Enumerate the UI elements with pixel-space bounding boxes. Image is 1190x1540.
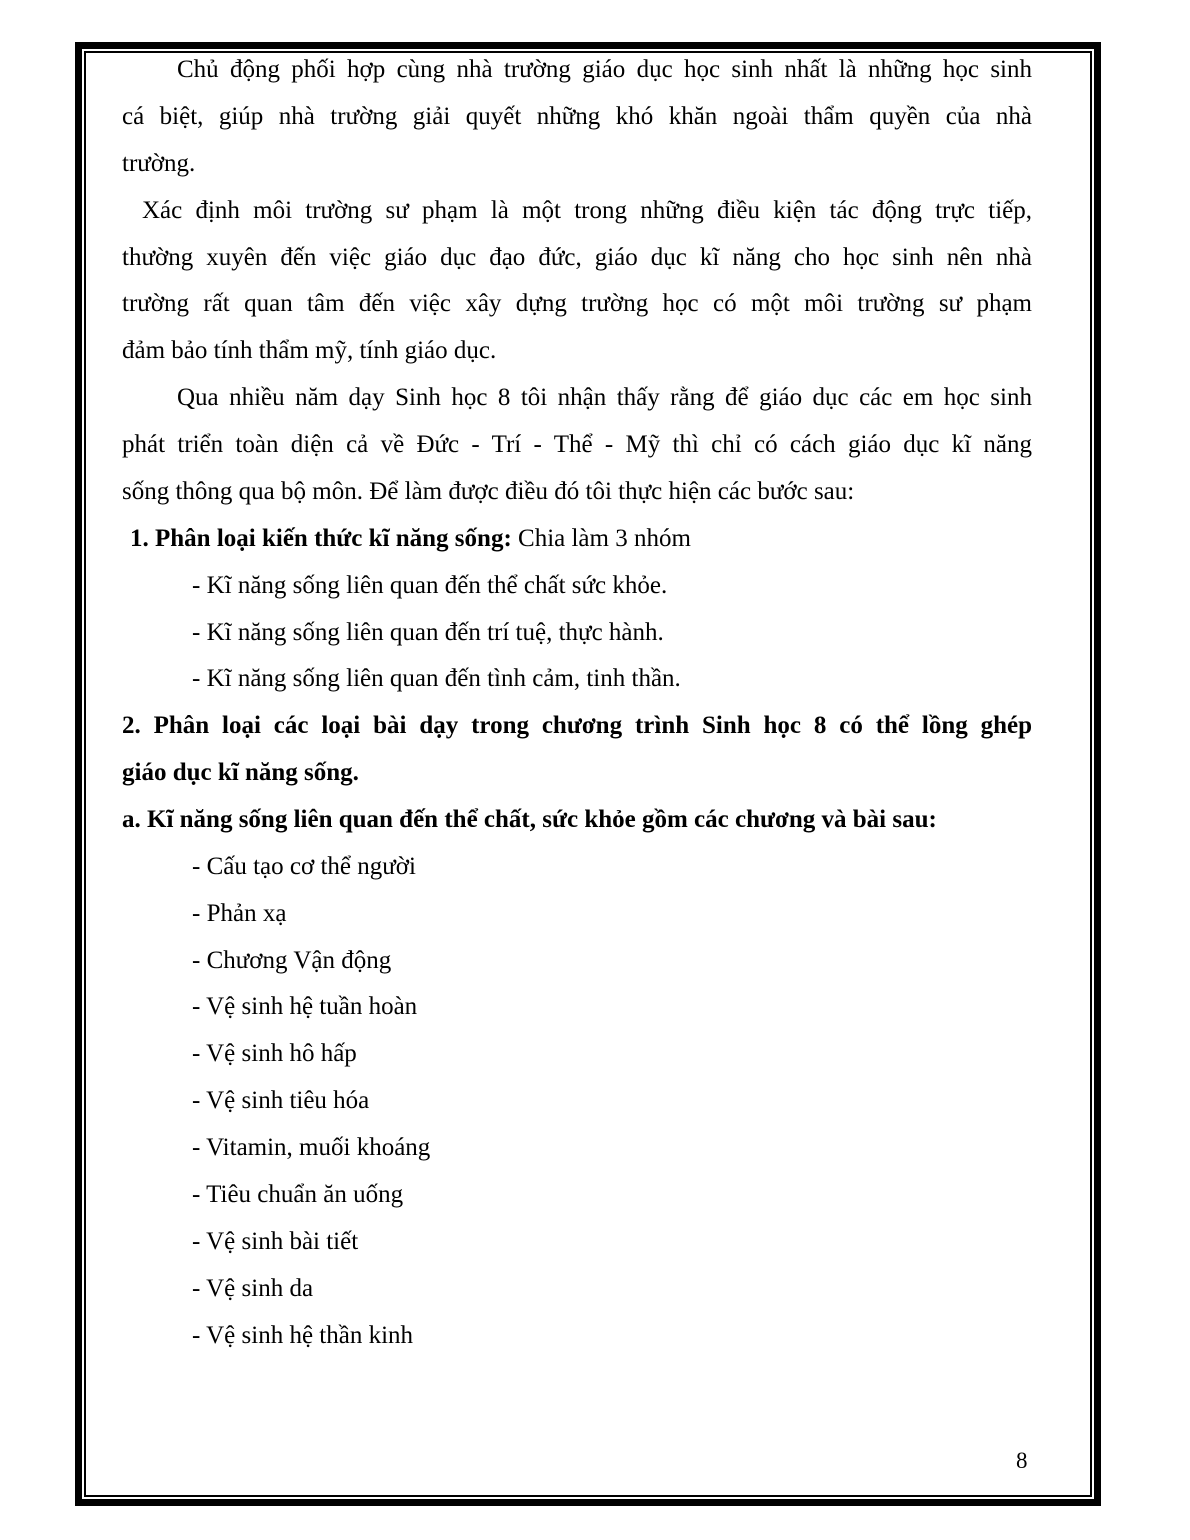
list-item: - Kĩ năng sống liên quan đến thể chất sức khỏe. xyxy=(192,572,668,599)
list-item: - Kĩ năng sống liên quan đến trí tuệ, thực hành. xyxy=(192,619,664,646)
list-item: - Vệ sinh hô hấp xyxy=(192,1040,357,1067)
section-2-heading-cont: giáo dục kĩ năng sống. xyxy=(122,759,359,786)
section-1-heading-rest: Chia làm 3 nhóm xyxy=(511,525,691,552)
page-number: 8 xyxy=(1016,1448,1028,1473)
paragraph-line: sống thông qua bộ môn. Để làm được điều đó tôi thực hiện các bước sau: xyxy=(122,478,855,505)
list-item: - Vitamin, muối khoáng xyxy=(192,1134,431,1161)
section-2a-heading: a. Kĩ năng sống liên quan đến thể chất, sức khỏe gồm các chương và bài sau: xyxy=(122,806,937,833)
list-item: - Vệ sinh da xyxy=(192,1275,314,1302)
section-2-heading: 2. Phân loại các loại bài dạy trong chương trình Sinh học 8 có thể lồng ghép xyxy=(122,712,1032,739)
list-item: - Cấu tạo cơ thể người xyxy=(192,853,416,880)
paragraph-line: đảm bảo tính thẩm mỹ, tính giáo dục. xyxy=(122,337,497,364)
list-item: - Tiêu chuẩn ăn uống xyxy=(192,1181,404,1208)
list-item: - Kĩ năng sống liên quan đến tình cảm, tinh thần. xyxy=(192,665,681,692)
paragraph-line: Xác định môi trường sư phạm là một trong những điều kiện tác động trực tiếp, xyxy=(142,197,1032,224)
list-item: - Vệ sinh hệ tuần hoàn xyxy=(192,993,418,1020)
paragraph-line: trường rất quan tâm đến việc xây dựng trường học có một môi trường sư phạm xyxy=(122,290,1032,317)
section-1-heading xyxy=(130,523,691,555)
paragraph-line: thường xuyên đến việc giáo dục đạo đức, giáo dục kĩ năng cho học sinh nên nhà xyxy=(122,244,1032,271)
list-item: - Vệ sinh tiêu hóa xyxy=(192,1087,370,1114)
section-1-heading-bold: 1. Phân loại kiến thức kĩ năng sống: xyxy=(130,525,512,552)
list-item: - Vệ sinh bài tiết xyxy=(192,1228,359,1255)
paragraph-line: phát triển toàn diện cả về Đức - Trí - Thể - Mỹ thì chỉ có cách giáo dục kĩ năng xyxy=(122,431,1032,458)
paragraph-line: Qua nhiều năm dạy Sinh học 8 tôi nhận thấy rằng để giáo dục các em học sinh xyxy=(177,384,1032,411)
list-item: - Chương Vận động xyxy=(192,947,392,974)
list-item: - Phản xạ xyxy=(192,900,287,927)
paragraph-line: cá biệt, giúp nhà trường giải quyết những khó khăn ngoài thẩm quyền của nhà xyxy=(122,103,1032,130)
list-item: - Vệ sinh hệ thần kinh xyxy=(192,1322,414,1349)
paragraph-line: Chủ động phối hợp cùng nhà trường giáo dục học sinh nhất là những học sinh xyxy=(177,56,1032,83)
paragraph-line: trường. xyxy=(122,150,196,177)
